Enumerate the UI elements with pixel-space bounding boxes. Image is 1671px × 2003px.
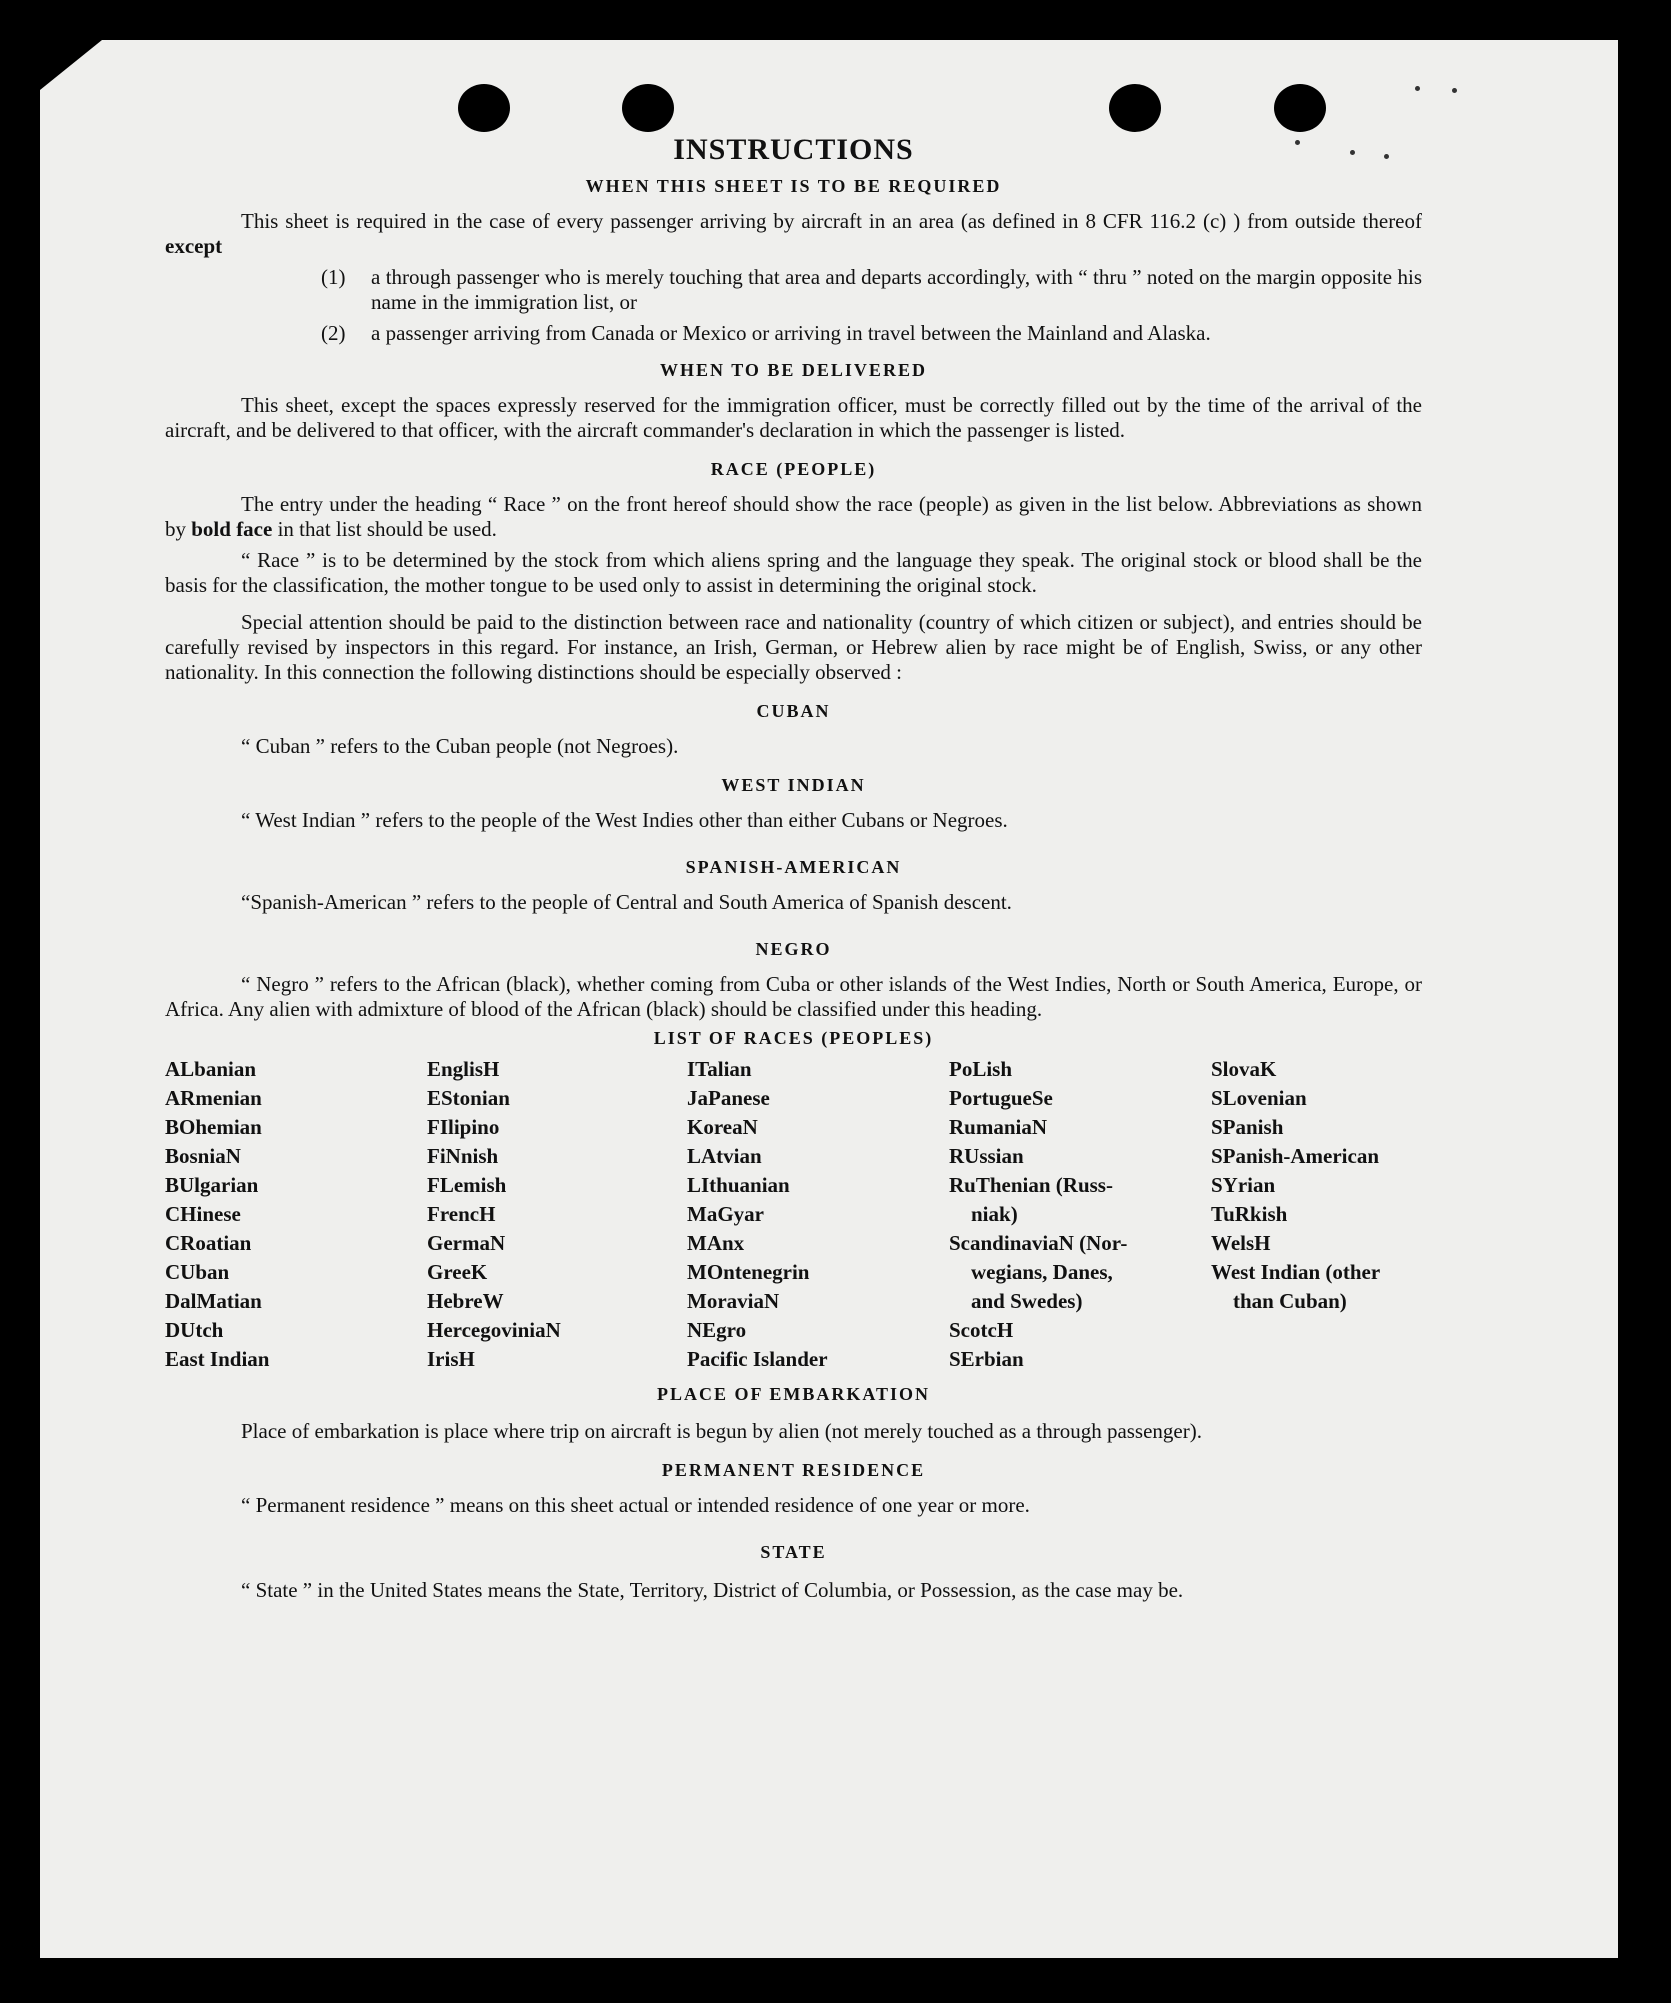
race-entry: HercegoviniaN [427,1318,561,1342]
punch-hole [1274,84,1326,132]
race-entry: SPanish-American [1211,1144,1379,1168]
heading-state: STATE [760,1542,827,1562]
west-indian-text: “ West Indian ” refers to the people of the West Indies other than either Cubans or Negroes. [241,808,1008,832]
race-entry: RumaniaN [949,1115,1048,1139]
race-entry-continuation: niak) [971,1202,1018,1226]
heading-when-required: WHEN THIS SHEET IS TO BE REQUIRED [585,176,1002,196]
cuban-text: “ Cuban ” refers to the Cuban people (not Negroes). [241,734,679,758]
race-entry: Pacific Islander [687,1347,828,1371]
race-entry: PoLish [949,1057,1013,1081]
race-paragraph-2: “ Race ” is to be determined by the stock from which aliens spring and the language they speak. The original stock or blood shall be the basis for the classification, the mother tongue to be used only to assist in determining the original stock. [165,548,1422,597]
heading-race: RACE (PEOPLE) [710,459,877,479]
page-title: INSTRUCTIONS [673,133,914,166]
race-entry: EStonian [427,1086,510,1110]
state-text: “ State ” in the United States means the State, Territory, District of Columbia, or Possession, as the case may be. [241,1578,1184,1602]
race-entry: LIthuanian [687,1173,790,1197]
heading-list-of-races: LIST OF RACES (PEOPLES) [653,1028,934,1048]
race-entry: GermaN [427,1231,506,1255]
heading-spanish-american: SPANISH-AMERICAN [685,857,902,877]
heading-west-indian: WEST INDIAN [721,775,866,795]
race-entry: ALbanian [165,1057,257,1081]
delivered-text: This sheet, except the spaces expressly reserved for the immigration officer, must be correctly filled out by the time of the arrival of the aircraft, and be delivered to that officer, with the aircraft commander's declaration in which the passenger is listed. [165,393,1422,442]
race-entry: EnglisH [427,1057,500,1081]
heading-place-of-embarkation: PLACE OF EMBARKATION [656,1384,930,1404]
race-column [687,1055,949,1374]
exception-item [321,265,1422,315]
race-entry: HebreW [427,1289,504,1313]
race-entry: SErbian [949,1347,1024,1371]
race-column [165,1055,427,1374]
exception-number: (2) [321,321,346,345]
race-paragraph-1: The entry under the heading “ Race ” on the front hereof should show the race (people) as given in the list below. Abbreviations as shown by bold face in that list should be used. [165,492,1422,541]
race-entry: MOntenegrin [687,1260,810,1284]
race-entry: GreeK [427,1260,488,1284]
race-entry: LAtvian [687,1144,762,1168]
punch-hole [1109,84,1161,132]
speck-mark [1452,88,1457,93]
race-column [1211,1055,1422,1374]
race-entry: BosniaN [165,1144,241,1168]
race-entry: DalMatian [165,1289,262,1313]
race-entry: KoreaN [687,1115,758,1139]
race-entry: CHinese [165,1202,241,1226]
race-column [427,1055,687,1374]
race-entry: CRoatian [165,1231,252,1255]
race-entry: IrisH [427,1347,475,1371]
speck-mark [1415,86,1420,91]
punch-hole [622,84,674,132]
race-entry-continuation: and Swedes) [971,1289,1083,1313]
race-entry: ARmenian [165,1086,262,1110]
race-entry: ScandinaviaN (Nor- [949,1231,1128,1255]
except-bold: except [165,234,223,258]
race-entry-continuation: wegians, Danes, [971,1260,1113,1284]
exception-text: a passenger arriving from Canada or Mexico or arriving in travel between the Mainland and Alaska. [371,321,1211,345]
race-entry: FrencH [427,1202,496,1226]
race-entry: SLovenian [1211,1086,1307,1110]
race-entry: BOhemian [165,1115,262,1139]
race-entry: West Indian (other [1211,1260,1381,1284]
race-entry: East Indian [165,1347,270,1371]
race-entry: JaPanese [687,1086,770,1110]
bold-face-term: bold face [191,517,273,541]
race-entry-continuation: than Cuban) [1233,1289,1347,1313]
race-entry: FIlipino [427,1115,500,1139]
race-entry: DUtch [165,1318,224,1342]
race-entry: WelsH [1211,1231,1271,1255]
race-entry: SYrian [1211,1173,1276,1197]
spanish-american-text: “Spanish-American ” refers to the people of Central and South America of Spanish descent. [241,890,1012,914]
race-entry: TuRkish [1211,1202,1288,1226]
race-entry: FiNnish [427,1144,499,1168]
race-entry: ITalian [687,1057,752,1081]
heading-cuban: CUBAN [756,701,831,721]
heading-when-delivered: WHEN TO BE DELIVERED [660,360,927,380]
race-entry: BUlgarian [165,1173,259,1197]
races-table [165,1055,1422,1374]
race-entry: RuThenian (Russ- [949,1173,1113,1197]
race-entry: MAnx [687,1231,745,1255]
residence-text: “ Permanent residence ” means on this sheet actual or intended residence of one year or more. [241,1493,1030,1517]
race-entry: SlovaK [1211,1057,1277,1081]
heading-permanent-residence: PERMANENT RESIDENCE [661,1460,926,1480]
heading-negro: NEGRO [755,939,832,959]
embarkation-text: Place of embarkation is place where trip on aircraft is begun by alien (not merely touched as a through passenger). [241,1419,1202,1443]
race-entry: NEgro [687,1318,747,1342]
race-entry: MoraviaN [687,1289,780,1313]
race-entry: MaGyar [687,1202,764,1226]
race-paragraph-3: Special attention should be paid to the distinction between race and nationality (country of which citizen or subject), and entries should be carefully revised by inspectors in this regard. For instance, an Irish, German, or Hebrew alien by race might be of English, Swiss, or any other nationality. In this connection the following distinctions should be especially observed : [165,610,1422,684]
race-column [949,1055,1211,1374]
race-entry: SPanish [1211,1115,1284,1139]
instructions-content [165,130,1422,1606]
exception-number: (1) [321,265,346,289]
race-entry: PortugueSe [949,1086,1053,1110]
required-intro: This sheet is required in the case of every passenger arriving by aircraft in an area (as defined in 8 CFR 116.2 (c) ) from outside thereof except [165,209,1422,258]
exception-text: a through passenger who is merely touching that area and departs accordingly, with “ thru ” noted on the margin opposite his name in the immigration list, or [371,265,1422,314]
negro-text: “ Negro ” refers to the African (black), whether coming from Cuba or other islands of the West Indies, North or South America, Europe, or Africa. Any alien with admixture of blood of the African (black) should be classified under this heading. [165,972,1422,1021]
race-entry: RUssian [949,1144,1024,1168]
race-entry: FLemish [427,1173,507,1197]
race-entry: ScotcH [949,1318,1014,1342]
exception-item [321,321,1422,346]
race-entry: CUban [165,1260,230,1284]
punch-hole [458,84,510,132]
